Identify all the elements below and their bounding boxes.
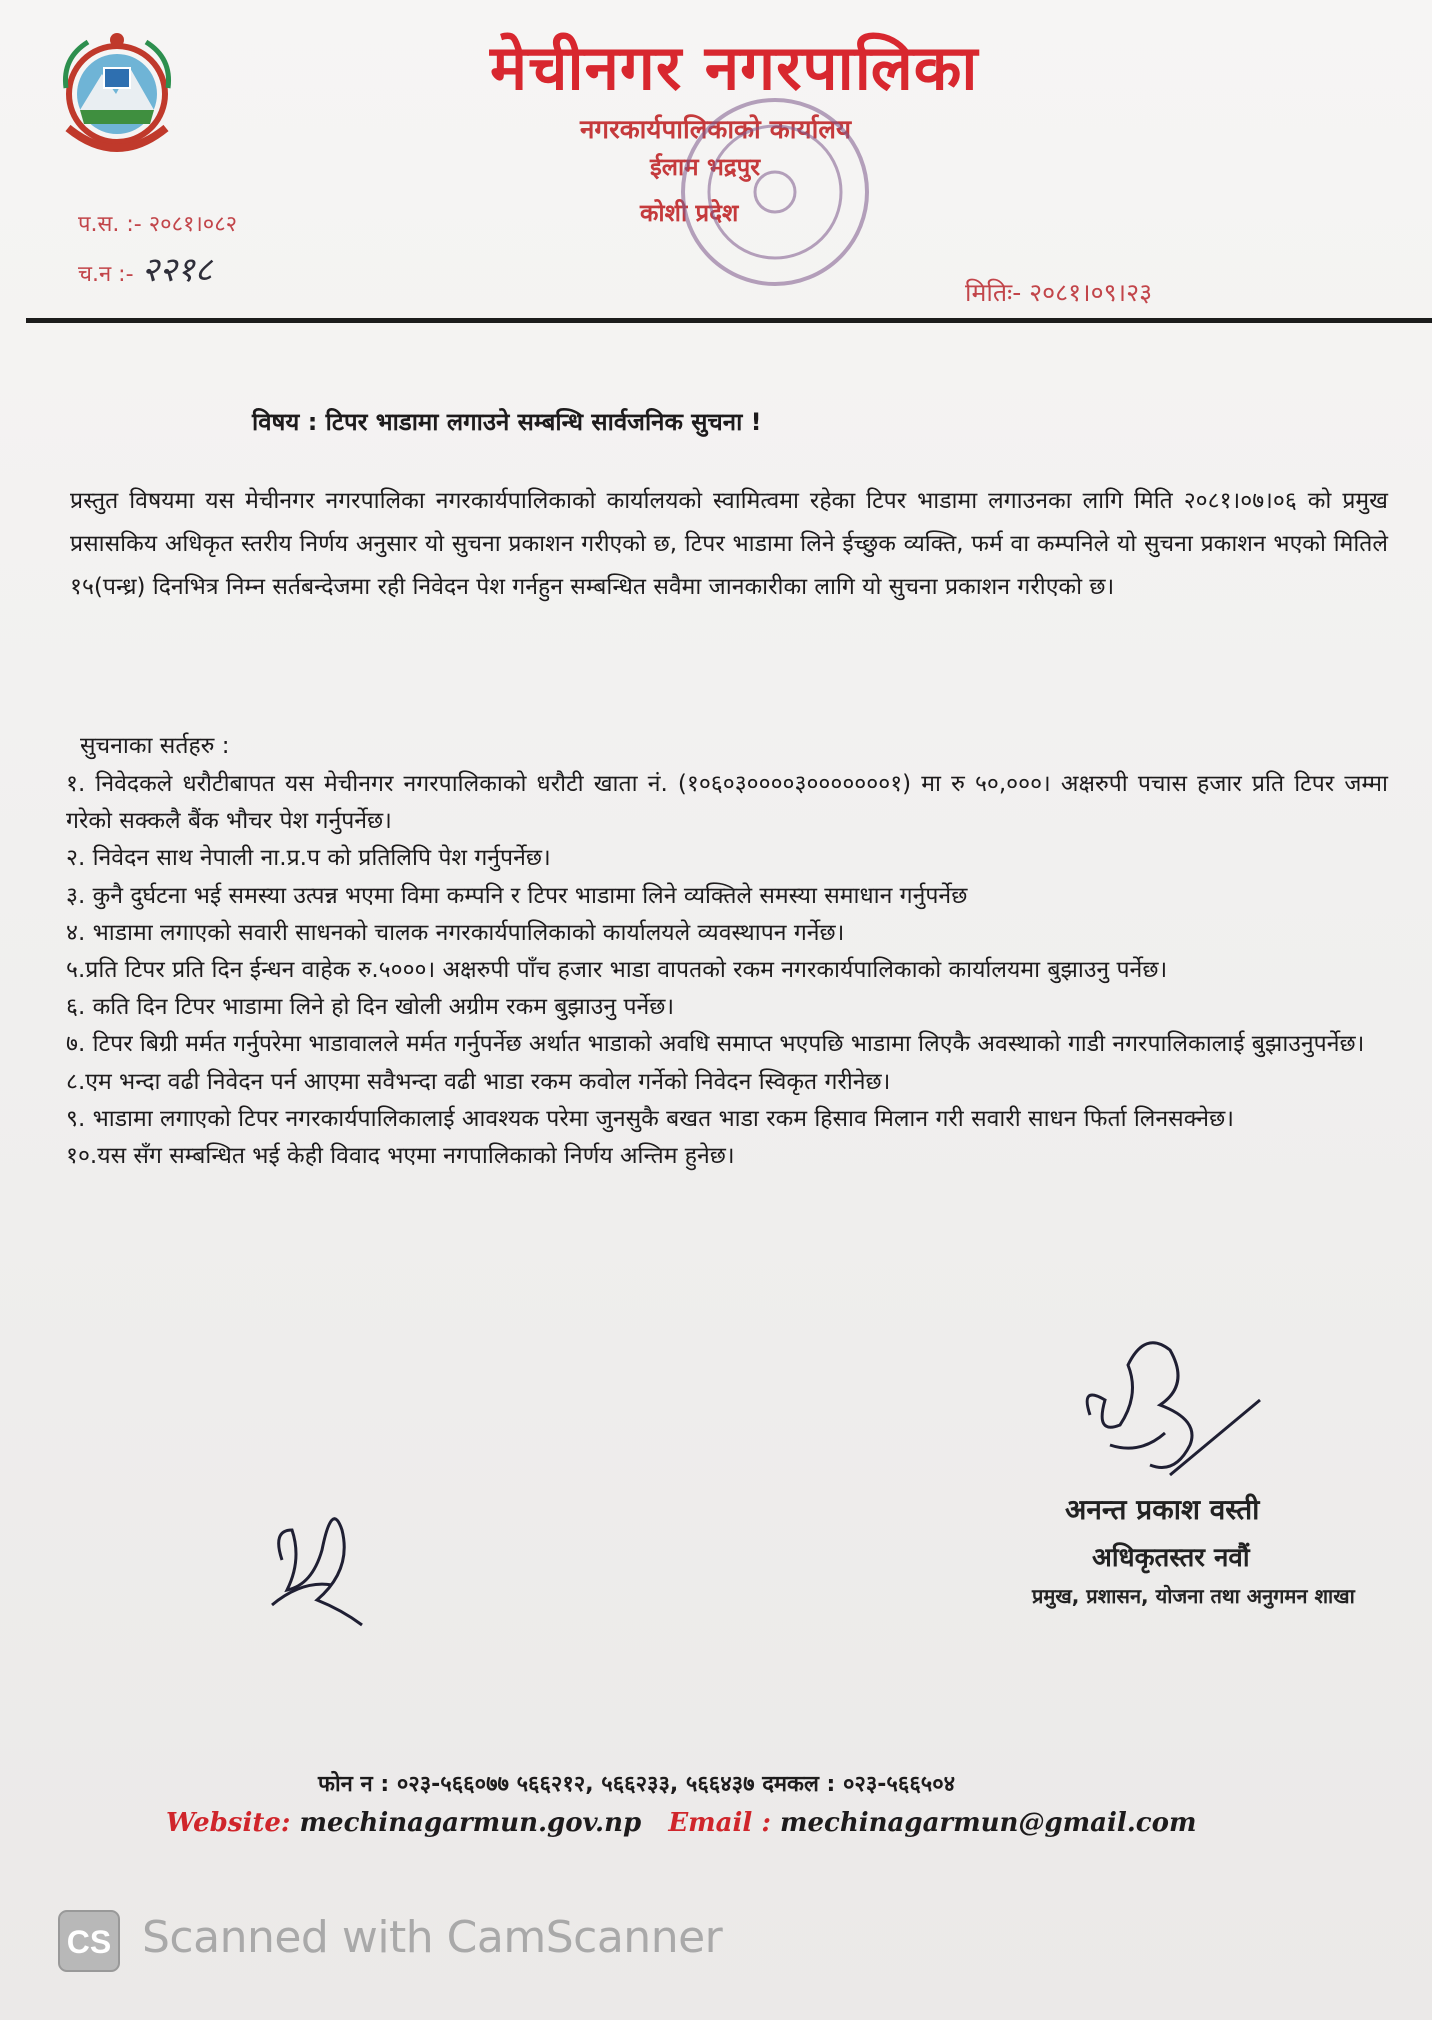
condition-item: ६. कति दिन टिपर भाडामा लिने हो दिन खोली अग्रीम रकम बुझाउनु पर्नेछ। bbox=[66, 994, 675, 1021]
email-label: Email : bbox=[668, 1808, 771, 1838]
camscanner-logo-icon bbox=[56, 1908, 122, 1974]
office-stamp-icon bbox=[670, 90, 880, 295]
notice-date: मितिः- २०८१।०९।२३ bbox=[965, 278, 1153, 307]
email-link[interactable]: mechinagarmun@gmail.com bbox=[779, 1808, 1197, 1838]
condition-item: ५.प्रति टिपर प्रति दिन ईन्धन वाहेक रु.५०००। अक्षरुपी पाँच हजार भाडा वापतको रकम नगरकार्यपालिकाको कार्यालयमा बुझाउनु पर्नेछ। bbox=[66, 957, 1168, 984]
officer-signature-icon bbox=[1050, 1325, 1280, 1495]
website-link[interactable]: mechinagarmun.gov.np bbox=[299, 1808, 642, 1838]
condition-item: ४. भाडामा लगाएको सवारी साधनको चालक नगरकार्यपालिकाको कार्यालयले व्यवस्थापन गर्नेछ। bbox=[66, 919, 845, 946]
website-label: Website: bbox=[166, 1808, 291, 1838]
camscanner-logo-text: CS bbox=[66, 1924, 112, 1960]
chalani-number: २२१८ bbox=[141, 250, 213, 290]
condition-item: १. निवेदकले धरौटीबापत यस मेचीनगर नगरपालिकाको धरौटी खाता नं. (१०६०३००००३०००००००१) मा रु ५०,०००। अक्षरुपी पचास हजार प्रति टिपर जम्मा गरेको सक्कलै बैंक भौचर पेश गर्नुपर्नेछ। bbox=[66, 771, 1388, 835]
condition-item: ७. टिपर बिग्री मर्मत गर्नुपरेमा भाडावालले मर्मत गर्नुपर्नेछ अर्थात भाडाको अवधि समाप्त भएपछि भाडामा लिएकै अवस्थाको गाडी नगरपालिकालाई बुझाउनुपर्नेछ। bbox=[66, 1031, 1365, 1058]
condition-item: ८.एम भन्दा वढी निवेदन पर्न आएमा सवैभन्दा वढी भाडा रकम कवोल गर्नेको निवेदन स्विकृत गरीनेछ। bbox=[66, 1068, 891, 1095]
address-province: कोशी प्रदेश bbox=[640, 199, 739, 227]
chalani-label: च.न :- bbox=[78, 262, 134, 287]
header-divider bbox=[26, 318, 1432, 323]
chalani-number-row bbox=[78, 245, 212, 291]
signatory-name: अनन्त प्रकाश वस्ती bbox=[1065, 1493, 1260, 1526]
footer-phone: फोन न : ०२३-५६६०७७ ५६६२१२, ५६६२३३, ५६६४३७ दमकल : ०२३-५६६५०४ bbox=[318, 1772, 956, 1797]
office-name: नगरकार्यपालिकाको कार्यालय bbox=[580, 115, 852, 145]
footer-contact bbox=[166, 1808, 1196, 1838]
patra-sankhya: प.स. :- २०८१।०८२ bbox=[78, 212, 238, 237]
conditions-list bbox=[66, 766, 1388, 1175]
municipality-name: मेचीनगर नगरपालिका bbox=[490, 31, 979, 104]
conditions-heading: सुचनाका सर्तहरु : bbox=[80, 733, 230, 759]
signatory-rank: अधिकृतस्तर नवौं bbox=[1092, 1543, 1250, 1573]
signatory-department: प्रमुख, प्रशासन, योजना तथा अनुगमन शाखा bbox=[1032, 1584, 1355, 1608]
condition-item: ९. भाडामा लगाएको टिपर नगरकार्यपालिकालाई आवश्यक परेमा जुनसुकै बखत भाडा रकम हिसाव मिलान गरी सवारी साधन फिर्ता लिनसक्नेछ। bbox=[66, 1105, 1234, 1132]
notice-paragraph: प्रस्तुत विषयमा यस मेचीनगर नगरपालिका नगरकार्यपालिकाको कार्यालयको स्वामित्वमा रहेका टिपर भाडामा लगाउनका लागि मिति २०८१।०७।०६ को प्रमुख प्रसासकिय अधिकृत स्तरीय निर्णय अनुसार यो सुचना प्रकाशन गरीएको छ, टिपर भाडामा लिने ईच्छुक व्यक्ति, फर्म वा कम्पनिले यो सुचना प्रकाशन भएको मितिले १५(पन्ध्र) दिनभित्र निम्न सर्तबन्देजमा रही निवेदन पेश गर्नहुन सम्बन्धित सवैमा जानकारीका लागि यो सुचना प्रकाशन गरीएको छ। bbox=[70, 488, 1388, 600]
condition-item: २. निवेदन साथ नेपाली ना.प्र.प को प्रतिलिपि पेश गर्नुपर्नेछ। bbox=[66, 845, 551, 872]
condition-item: १०.यस सँग सम्बन्धित भई केही विवाद भएमा नगपालिकाको निर्णय अन्तिम हुनेछ। bbox=[66, 1143, 735, 1170]
camscanner-watermark: Scanned with CamScanner bbox=[142, 1912, 723, 1963]
municipality-emblem-icon bbox=[58, 28, 176, 168]
condition-item: ३. कुनै दुर्घटना भई समस्या उत्पन्न भएमा विमा कम्पनि र टिपर भाडामा लिने व्यक्तिले समस्या समाधान गर्नुपर्नेछ bbox=[66, 882, 968, 909]
notice-subject: विषय : टिपर भाडामा लगाउने सम्बन्धि सार्वजनिक सुचना ! bbox=[252, 408, 762, 436]
initial-signature-icon bbox=[262, 1490, 372, 1630]
address-city: ईलाम भद्रपुर bbox=[650, 153, 761, 181]
